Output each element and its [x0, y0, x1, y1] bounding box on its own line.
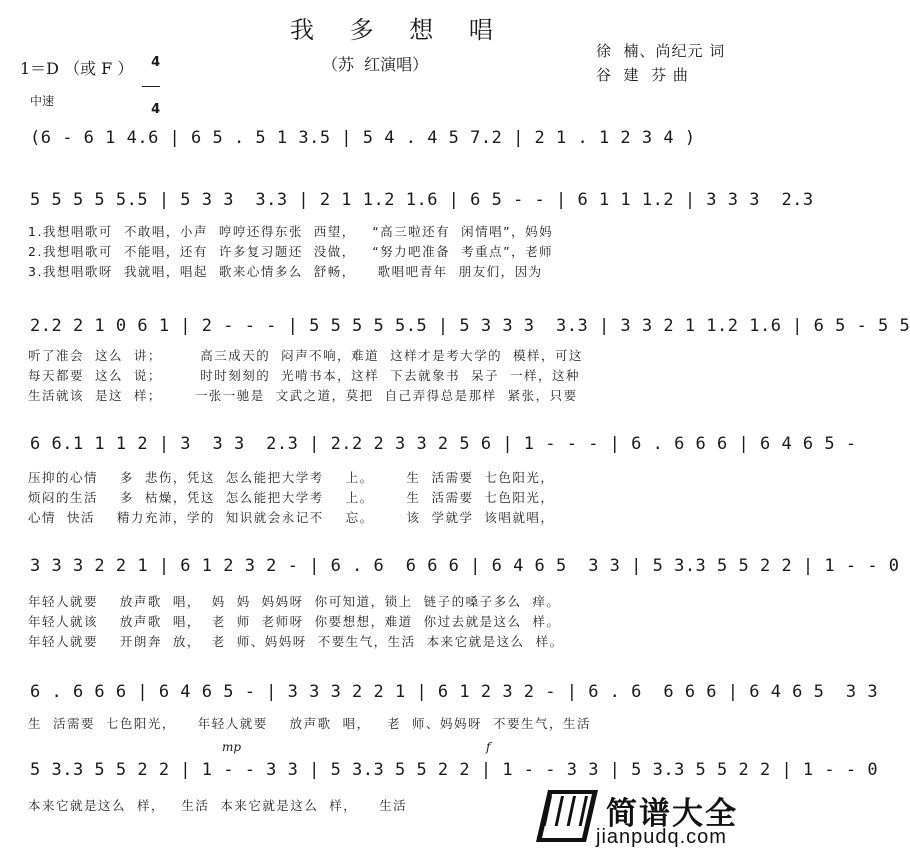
- performer-subtitle: （苏 红演唱）: [322, 55, 429, 74]
- lyric-line-3-verse-2: 每天都要 这么 说； 时时刻刻的 光啃书本，这样 下去就象书 呆子 一样，这种: [28, 368, 580, 383]
- lyric-line-2-verse-2: 2.我想唱歌可 不能唱，还有 许多复习题还 没做， “努力吧准备 考重点”，老师: [28, 244, 554, 259]
- lyric-line-2-verse-3: 3.我想唱歌呀 我就唱，唱起 歌来心情多么 舒畅， 歌唱吧青年 朋友们，因为: [28, 264, 543, 279]
- time-signature: [142, 42, 160, 117]
- key-signature: 1＝D （或 F ）: [20, 59, 134, 78]
- lyric-line-5-verse-3: 年轻人就要 开朗奔 放， 老 师、妈妈呀 不要生气，生活 本来它就是这么 样。: [28, 634, 564, 649]
- notation-line-7: 5 3.3 5 5 2 2 | 1 - - 3 3 | 5 3.3 5 5 2 2 | 1 - - 3 3 | 5 3.3 5 5 2 2 | 1 - - 0: [30, 760, 879, 780]
- lyricist-credit: 徐 楠、尚纪元 词: [596, 42, 726, 60]
- time-signature-top: 4: [151, 55, 161, 70]
- watermark-url: jianpudq.com: [596, 826, 727, 848]
- composer-credit: 谷 建 芬 曲: [596, 66, 689, 84]
- lyric-line-4-verse-2: 烦闷的生活 多 枯燥，凭这 怎么能把大学考 上。 生 活需要 七色阳光，: [28, 490, 555, 505]
- lyric-line-3-verse-3: 生活就该 是这 样； 一张一驰是 文武之道，莫把 自己弄得总是那样 紧张，只要: [28, 388, 578, 403]
- lyric-line-4-verse-3: 心情 快活 精力充沛，学的 知识就会永记不 忘。 该 学就学 该唱就唱，: [28, 510, 555, 525]
- lyric-line-5-verse-1: 年轻人就要 放声歌 唱， 妈 妈 妈妈呀 你可知道，锁上 链子的嗓子多么 痒。: [28, 594, 561, 609]
- tempo-marking: 中速: [30, 94, 55, 108]
- notation-line-2: 5 5 5 5 5.5 | 5 3 3 3.3 | 2 1 1.2 1.6 | 6 5 - - | 6 1 1 1.2 | 3 3 3 2.3: [30, 190, 814, 210]
- notation-line-1: (6 - 6 1 4.6 | 6 5 . 5 1 3.5 | 5 4 . 4 5 7.2 | 2 1 . 1 2 3 4 ): [30, 128, 696, 148]
- lyric-line-5-verse-2: 年轻人就该 放声歌 唱， 老 师 老师呀 你要想想，难道 你过去就是这么 样。: [28, 614, 561, 629]
- song-title: 我 多 想 唱: [290, 16, 507, 44]
- lyric-line-4-verse-1: 压抑的心情 多 悲伤，凭这 怎么能把大学考 上。 生 活需要 七色阳光，: [28, 470, 555, 485]
- dynamic-f: f: [486, 740, 491, 754]
- dynamic-mp: mp: [222, 740, 242, 754]
- notation-line-4: 6 6.1 1 1 2 | 3 3 3 2.3 | 2.2 2 3 3 2 5 6 | 1 - - - | 6 . 6 6 6 | 6 4 6 5 -: [30, 434, 857, 454]
- lyric-line-2-verse-1: 1.我想唱歌可 不敢唱，小声 哼哼还得东张 西望， “高三啦还有 闲情唱”，妈妈: [28, 224, 554, 239]
- watermark-brand: 简谱大全: [606, 796, 738, 832]
- notation-line-3: 2.2 2 1 0 6 1 | 2 - - - | 5 5 5 5 5.5 | 5 3 3 3 3.3 | 3 3 2 1 1.2 1.6 | 6 5 - 5 5: [30, 316, 910, 336]
- notation-line-5: 3 3 3 2 2 1 | 6 1 2 3 2 - | 6 . 6 6 6 6 | 6 4 6 5 3 3 | 5 3.3 5 5 2 2 | 1 - - 0: [30, 556, 900, 576]
- time-signature-bottom: 4: [151, 102, 161, 117]
- notation-line-6: 6 . 6 6 6 | 6 4 6 5 - | 3 3 3 2 2 1 | 6 1 2 3 2 - | 6 . 6 6 6 6 | 6 4 6 5 3 3: [30, 682, 879, 702]
- lyric-line-6-verse-1: 生 活需要 七色阳光， 年轻人就要 放声歌 唱， 老 师、妈妈呀 不要生气，生活: [28, 716, 591, 731]
- lyric-line-3-verse-1: 听了准会 这么 讲； 高三成天的 闷声不响，难道 这样才是考大学的 模样，可这: [28, 348, 584, 363]
- lyric-line-7-verse-1: 本来它就是这么 样， 生活 本来它就是这么 样， 生活: [28, 798, 408, 813]
